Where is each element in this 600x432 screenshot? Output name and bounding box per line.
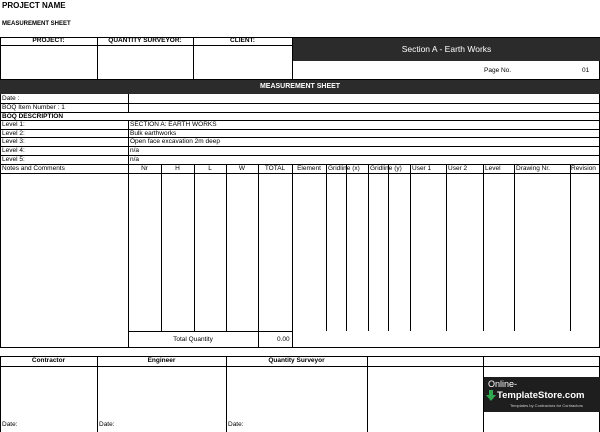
level-5-label: Level 5: [2,156,25,163]
logo-line-1: Online- [488,379,518,389]
col-nr-header: Nr [141,165,148,172]
level-2-value: Bulk earthworks [130,130,177,137]
level-1-value: SECTION A: EARTH WORKS [130,121,217,128]
col-total-header: TOTAL [264,165,286,172]
project-label: PROJECT: [32,37,65,44]
col-l-header: L [208,165,212,172]
measurement-sheet-band: MEASUREMENT SHEET [0,80,600,94]
boq-item-number: BOQ Item Number : 1 [2,104,65,111]
boq-description-heading: BOQ DESCRIPTION [2,113,64,120]
contractor-date-label: Date: [2,421,18,428]
col-revision-header: Revision [571,165,596,172]
level-3-value: Open face excavation 2m deep [130,138,220,145]
qs-signature-field[interactable] [227,367,366,419]
col-user2-header: User 2 [448,165,468,172]
down-arrow-icon [486,390,496,401]
col-drawing-nr-header: Drawing Nr. [516,165,550,172]
col-gridline-y-header: Gridline (y) [370,165,402,172]
level-2-label: Level 2: [2,130,25,137]
total-quantity-label: Total Quantity [173,336,213,343]
client-field[interactable] [194,46,291,79]
col-h-header: H [175,165,180,172]
qs-label: QUANTITY SURVEYOR: [108,37,182,44]
date-label: Date : [2,95,20,102]
qs-signature-label: Quantity Surveyor [268,357,325,364]
col-level-header: Level [485,165,501,172]
section-title: Section A - Earth Works [293,38,600,61]
engineer-date-label: Date: [99,421,115,428]
page-no-label: Page No. [484,67,512,74]
page-no-value: 01 [582,67,590,74]
sheet-title-label: MEASUREMENT SHEET [2,21,71,27]
level-5-value: n/a [130,156,140,163]
reference-input-area[interactable] [293,174,599,330]
logo-tagline: Templates by Contractors for Contractors [510,403,583,408]
col-gridline-x-header: Gridline (x) [328,165,360,172]
project-name-heading: PROJECT NAME [2,1,66,10]
engineer-label: Engineer [147,357,176,364]
notes-input-area[interactable] [1,174,127,347]
project-field[interactable] [1,46,96,79]
col-user1-header: User 1 [412,165,432,172]
col-w-header: W [238,165,246,172]
logo-line-2: TemplateStore.com [497,390,585,401]
engineer-signature-field[interactable] [98,367,225,419]
col-notes-header: Notes and Comments [2,165,65,172]
qs-field[interactable] [98,46,192,79]
total-quantity-value: 0.00 [277,336,290,343]
client-label: CLIENT: [230,37,255,44]
level-3-label: Level 3: [2,138,25,145]
col-element-header: Element [297,165,321,172]
contractor-label: Contractor [31,357,66,364]
qs-date-label: Date: [228,421,244,428]
dimensions-input-area[interactable] [129,174,292,330]
level-4-label: Level 4: [2,147,25,154]
level-1-label: Level 1: [2,121,25,128]
level-4-value: n/a [130,147,140,154]
contractor-signature-field[interactable] [1,367,96,419]
